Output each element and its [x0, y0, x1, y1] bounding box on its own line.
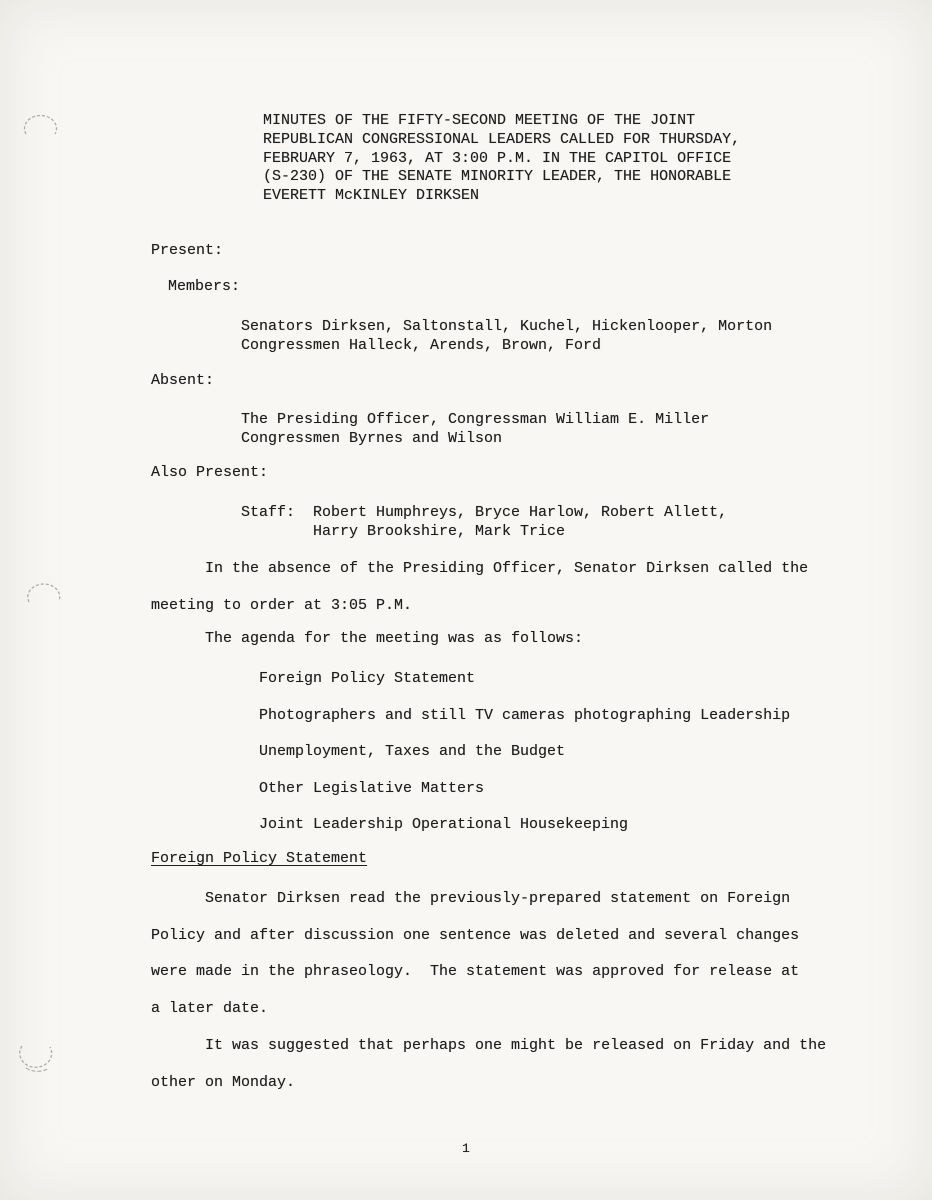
title-block — [263, 112, 740, 206]
title-line: FEBRUARY 7, 1963, AT 3:00 P.M. IN THE CAPITOL OFFICE — [263, 149, 732, 167]
staff-label: Staff: — [241, 504, 314, 521]
absent-line: Congressmen Byrnes and Wilson — [241, 430, 503, 447]
title-line: EVERETT McKINLEY DIRKSEN — [263, 187, 480, 205]
staff-line: Harry Brookshire, Mark Trice — [313, 523, 566, 540]
staff-line: Robert Humphreys, Bryce Harlow, Robert Allett, — [313, 504, 728, 521]
also-present-label: Also Present: — [151, 464, 269, 481]
absent-list — [241, 410, 709, 448]
agenda-item: Other Legislative Matters — [259, 779, 485, 797]
absent-label: Absent: — [151, 372, 215, 389]
agenda-item: Foreign Policy Statement — [259, 670, 476, 687]
punch-hole-mark-top — [20, 108, 64, 146]
paragraph-line: Senator Dirksen read the previously-prepared statement on Foreign — [205, 890, 791, 907]
agenda-item: Joint Leadership Operational Housekeeping — [259, 816, 629, 834]
staff-block — [241, 503, 727, 541]
paragraph-line: Policy and after discussion one sentence was deleted and several changes — [151, 926, 800, 944]
punch-hole-mark-bottom — [16, 1038, 60, 1080]
paragraph-line: other on Monday. — [151, 1073, 296, 1091]
members-line: Congressmen Halleck, Arends, Brown, Ford — [241, 337, 602, 354]
members-list — [241, 317, 772, 355]
absent-line: The Presiding Officer, Congressman William E. Miller — [241, 411, 710, 428]
section-paragraph-2 — [151, 1028, 826, 1101]
members-line: Senators Dirksen, Saltonstall, Kuchel, Hickenlooper, Morton — [241, 318, 773, 335]
paragraph-line: were made in the phraseology. The statement was approved for release at — [151, 963, 800, 981]
members-label: Members: — [168, 278, 241, 295]
agenda-item: Photographers and still TV cameras photographing Leadership — [259, 706, 791, 724]
page-number: 1 — [462, 1141, 470, 1156]
paragraph-line: a later date. — [151, 999, 269, 1017]
staff-list — [313, 503, 727, 541]
title-line: MINUTES OF THE FIFTY-SECOND MEETING OF THE JOINT — [263, 112, 696, 129]
opening-paragraph — [151, 551, 808, 624]
agenda-list — [259, 661, 790, 844]
present-label: Present: — [151, 242, 224, 259]
title-line: REPUBLICAN CONGRESSIONAL LEADERS CALLED FOR THURSDAY, — [263, 130, 741, 148]
punch-hole-mark-middle — [23, 575, 67, 613]
paragraph-line: meeting to order at 3:05 P.M. — [151, 596, 413, 614]
title-line: (S-230) OF THE SENATE MINORITY LEADER, THE HONORABLE — [263, 168, 732, 186]
paragraph-line: In the absence of the Presiding Officer, Senator Dirksen called the — [205, 560, 809, 577]
agenda-intro: The agenda for the meeting was as follows: — [205, 630, 584, 647]
paragraph-line: It was suggested that perhaps one might be released on Friday and the — [205, 1037, 827, 1054]
section-heading: Foreign Policy Statement — [151, 850, 368, 867]
section-paragraph-1 — [151, 881, 799, 1027]
agenda-item: Unemployment, Taxes and the Budget — [259, 743, 566, 761]
